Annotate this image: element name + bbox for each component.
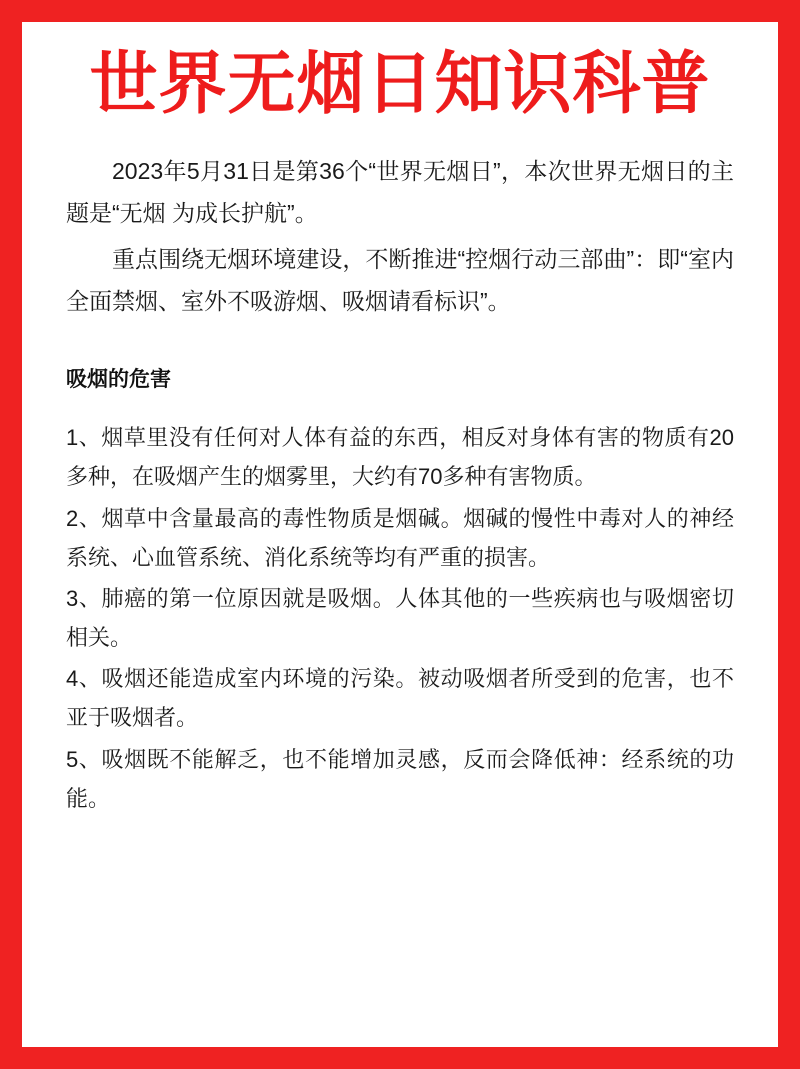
- section-heading-smoking-harms: 吸烟的危害: [66, 367, 171, 391]
- intro-block: [66, 151, 734, 322]
- poster-content-card: [22, 22, 778, 1047]
- list-item: 3、肺癌的第一位原因就是吸烟。人体其他的一些疾病也与吸烟密切相关。: [66, 585, 734, 651]
- smoking-harms-list: [66, 418, 734, 818]
- list-item: 5、吸烟既不能解乏，也不能增加灵感，反而会降低神：经系统的功能。: [66, 746, 734, 811]
- list-item: 4、吸烟还能造成室内环境的污染。被动吸烟者所受到的危害，也不亚于吸烟者。: [66, 666, 734, 731]
- intro-paragraph-2: 重点围绕无烟环境建设，不断推进“控烟行动三部曲”：即“室内全面禁烟、室外不吸游烟、吸烟请看标识”。: [66, 246, 734, 315]
- intro-paragraph-1: 2023年5月31日是第36个“世界无烟日”，本次世界无烟日的主题是“无烟 为成长护航”。: [66, 158, 734, 227]
- list-item: 1、烟草里没有任何对人体有益的东西，相反对身体有害的物质有20多种，在吸烟产生的烟雾里，大约有70多种有害物质。: [66, 425, 734, 490]
- list-item: 2、烟草中含量最高的毒性物质是烟碱。烟碱的慢性中毒对人的神经系统、心血管系统、消化系统等均有严重的损害。: [66, 505, 734, 570]
- page-title: 世界无烟日知识科普: [89, 46, 711, 122]
